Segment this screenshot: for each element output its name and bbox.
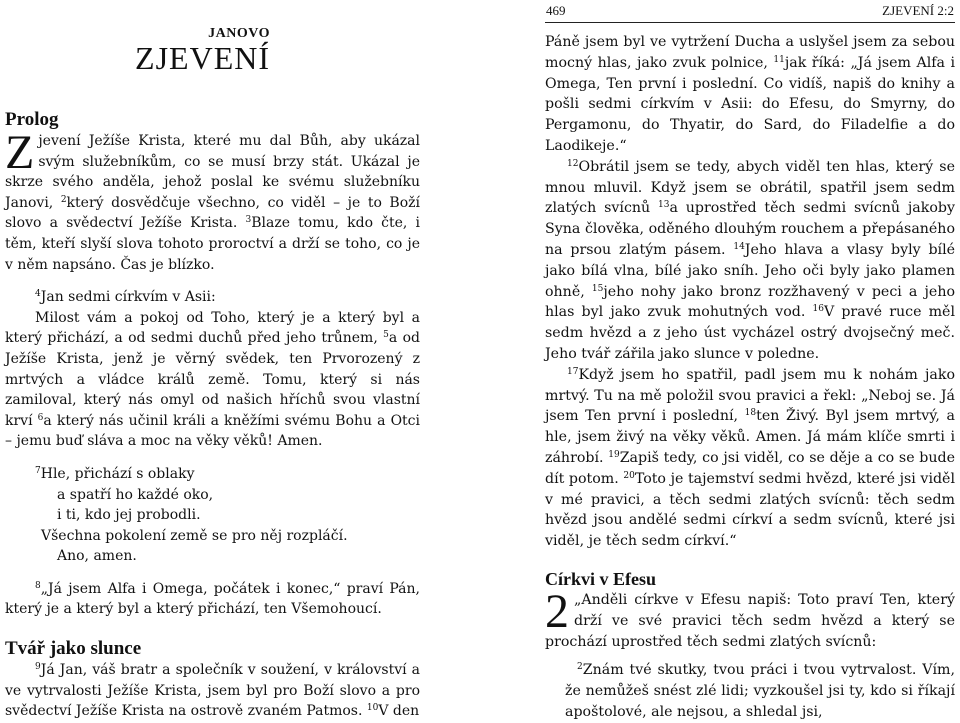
section-heading-efesus: Církvi v Efesu xyxy=(545,568,657,589)
paragraph-prolog-2 xyxy=(5,287,420,308)
verse-text: Jeho hlava a vlasy byly bílé jako bílá vlna, bílé jako sníh. Jeho oči byly jako plamen ohně, xyxy=(545,241,956,300)
paragraph-prolog-4 xyxy=(5,579,420,620)
verse-text: Obrátil jsem se tedy, abych viděl ten hlas, který se mnou mluvil. Když jsem se obrátil, spatřil jsem sedm zlatých svícnů xyxy=(545,158,955,217)
poem-line-text: Hle, přichází s oblaky xyxy=(40,465,195,482)
poem-line: i ti, kdo jej probodli. xyxy=(57,507,201,524)
verse-number: 16 xyxy=(812,304,824,315)
paragraph-prolog-1 xyxy=(5,126,420,275)
verse-text: V pravé ruce měl sedm hvězd a z jeho úst vycházel ostrý dvojsečný meč. Jeho tvář zářila jako slunce v poledne. xyxy=(545,304,955,362)
book-subtitle: JANOVO xyxy=(208,26,270,41)
verse-text: Toto je tajemství sedmi hvězd, které jsi viděl v mé pravici, a těch sedmi zlatých svícnů: těch sedm hvězd jsou andělé sedmi církví a sedm svícnů, které jsi viděl, je těch sedm církví.“ xyxy=(545,470,955,550)
paragraph-efesus-1 xyxy=(545,584,955,652)
verse-text: ten Živý. Byl jsem mrtvý, a hle, jsem živý na věky věků. Amen. Já mám klíče smrti i záhrobí. xyxy=(545,408,956,466)
verse-number: 18 xyxy=(744,408,757,419)
verse-number: 2 xyxy=(60,194,67,205)
verse-text: Znám tvé skutky, tvou práci i tvou vytrvalost. Vím, že nemůžeš snést zlé lidi; vyzkoušel jsi ty, kdo si říkají apoštolové, ale nejsou, a shledal jsi, xyxy=(565,662,955,720)
verse-number: 17 xyxy=(567,366,579,377)
verse-number: 7 xyxy=(35,465,41,476)
verse-number: 15 xyxy=(591,283,604,294)
verse-text: který dosvědčuje všechno, co viděl – je to Boží slovo a svědectví Ježíše Krista. xyxy=(5,194,420,232)
left-column xyxy=(5,26,420,722)
section-heading-tvar: Tvář jako slunce xyxy=(5,638,142,660)
paragraph-right-1 xyxy=(545,32,955,157)
paragraph-right-3 xyxy=(545,365,955,552)
verse-number: 2 xyxy=(577,662,583,673)
page-number: 469 xyxy=(546,3,566,18)
poem-line: Všechna pokolení země se pro něj rozpláčí. xyxy=(41,527,348,544)
verse-text: jevení Ježíše Krista, které mu dal Bůh, aby ukázal svým služebníkům, co se musí brzy stát. Ukázal je skrze svého anděla, jehož poslal ke svému služebníku Janovi, xyxy=(5,133,420,211)
chapter-number: 2 xyxy=(545,584,569,638)
verse-number: 4 xyxy=(35,289,41,300)
verse-text: Já Jan, váš bratr a společník v soužení, v království a ve vytrvalosti Ježíše Krista, jsem byl pro Boží slovo a pro svědectví Ježíše Krista na ostrově zvaném Patmos. xyxy=(5,662,420,720)
drop-cap: Z xyxy=(5,126,35,179)
verse-text: Milost vám a pokoj od Toho, který je a který byl a který přichází, a od sedmi duchů před jeho trůnem, xyxy=(5,309,420,347)
verse-text: Blaze tomu, kdo čte, i těm, kteří slyší slova tohoto proroctví a drží se toho, co je v něm napsáno. Čas je blízko. xyxy=(5,215,420,273)
paragraph-prolog-3 xyxy=(5,308,420,452)
verse-text: a od Ježíše Krista, jenž je věrný svědek, ten Prvorozený z mrtvých a vládce králů země. Tomu, který si nás zamiloval, který nás omyl od našich hříchů svou vlastní krví xyxy=(5,330,421,429)
running-header xyxy=(545,0,955,23)
paragraph-efesus-2 xyxy=(545,660,955,722)
verse-number: 12 xyxy=(567,158,579,169)
verse-number: 5 xyxy=(383,330,389,341)
paragraph-right-2 xyxy=(545,157,955,365)
verse-text: jeho nohy jako bronz rozžhavený v peci a jeho hlas byl jako zvuk mohutných vod. xyxy=(545,283,955,321)
verse-text: a který nás učinil králi a kněžími svému Bohu a Otci – jemu buď sláva a moc na věky věků! Amen. xyxy=(5,412,421,450)
verse-text: Jan sedmi církvím v Asii: xyxy=(40,289,216,306)
verse-text: Když jsem ho spatřil, padl jsem mu k nohám jako mrtvý. Tu na mě položil svou pravici a řekl: „Neboj se. Já jsem Ten první i poslední, xyxy=(545,366,955,425)
verse-text: a uprostřed těch sedmi svícnů jakoby Syna člověka, oděného dlouhým rouchem a přepásaného na prsou zlatým pásem. xyxy=(545,200,955,258)
verse-number: 8 xyxy=(35,580,41,591)
running-title: ZJEVENÍ 2:2 xyxy=(882,3,954,18)
section-heading-prolog: Prolog xyxy=(5,109,59,130)
verse-number: 10 xyxy=(366,703,379,714)
verse-text: Zapiš tedy, co jsi viděl, co se děje a co se bude dít potom. xyxy=(545,449,955,487)
right-column xyxy=(545,0,955,723)
book-title: ZJEVENÍ xyxy=(135,40,270,76)
verse-text: „Anděli církve v Efesu napiš: Toto praví Ten, který drží ve své pravici těch sedm hvězd a který se prochází uprostřed těch sedmi zlatých svícnů: xyxy=(545,591,955,650)
verse-number: 20 xyxy=(623,470,635,481)
poem-line xyxy=(5,464,420,485)
verse-number: 13 xyxy=(658,200,670,211)
verse-number: 11 xyxy=(773,54,785,65)
verse-text: V den xyxy=(378,703,420,720)
poem-line: a spatří ho každé oko, xyxy=(57,486,214,503)
verse-number: 3 xyxy=(245,215,252,226)
verse-number: 19 xyxy=(608,449,620,460)
verse-number: 14 xyxy=(733,241,745,252)
poem-block xyxy=(5,464,420,567)
verse-text: jak říká: „Já jsem Alfa i Omega, Ten první i poslední. Co vidíš, napiš do knihy a pošli sedmi církvím v Asii: do Efesu, do Smyrny, do Pergamonu, do Thyatir, do Sard, do Filadelfie a do Laodikeje.“ xyxy=(545,54,955,154)
verse-number: 6 xyxy=(37,412,44,423)
poem-line: Ano, amen. xyxy=(57,548,137,565)
verse-number: 9 xyxy=(35,662,41,673)
verse-text: Páně jsem byl ve vytržení Ducha a uslyšel jsem za sebou mocný hlas, jako zvuk polnice, xyxy=(545,34,955,71)
verse-text: „Já jsem Alfa i Omega, počátek i konec,“ praví Pán, který je a který byl a který přichází, ten Všemohoucí. xyxy=(5,580,420,618)
